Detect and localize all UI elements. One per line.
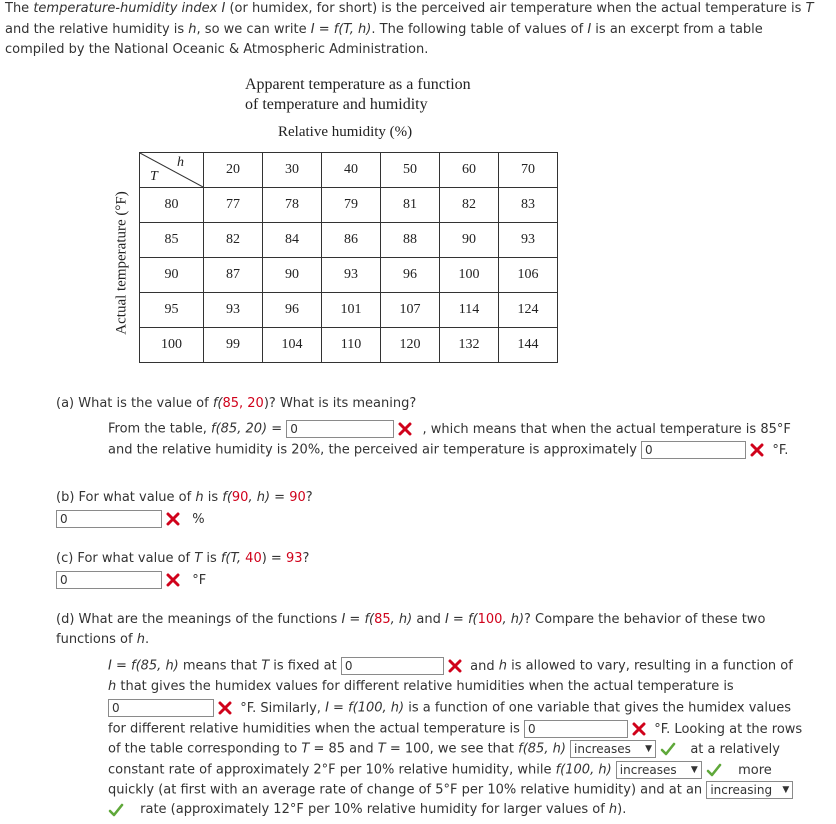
part-b-question: [56, 489, 313, 507]
intro-line-1: [5, 0, 814, 18]
part-d-actual-temp-input[interactable]: 0: [108, 699, 214, 717]
table-cell: 144: [499, 328, 558, 363]
incorrect-icon: [218, 701, 232, 715]
row-temp-cell: 80: [140, 188, 204, 223]
d-var: T: [301, 741, 310, 757]
select-value: increases: [619, 763, 677, 777]
select-value: increasing: [710, 783, 773, 797]
part-c-question: [56, 550, 309, 568]
chevron-down-icon: ▼: [645, 744, 653, 754]
intro-line-2: [5, 21, 763, 39]
chevron-down-icon: ▼: [690, 765, 698, 775]
unit-label: °F.: [772, 442, 789, 458]
part-b-humidity-input[interactable]: 0: [56, 510, 162, 528]
d-text: ).: [617, 802, 627, 817]
part-d-behavior-select-1[interactable]: [570, 740, 656, 758]
correct-check-icon: [108, 803, 124, 817]
table-cell: 124: [499, 293, 558, 328]
table-cell: 93: [499, 223, 558, 258]
d-text: for different relative humidities when the actual temperature is: [108, 721, 520, 737]
q-text: .: [144, 632, 150, 647]
select-value: increases: [574, 742, 631, 756]
unit-label: %: [192, 511, 205, 527]
part-d-rate-select[interactable]: [706, 781, 793, 799]
unit-label: °F: [192, 572, 207, 588]
q-func: f(: [212, 396, 223, 411]
d-text: and: [470, 658, 499, 674]
row-temp-cell: 90: [140, 258, 204, 293]
table-cell: 96: [381, 258, 440, 293]
figure-title-1: Apparent temperature as a function: [245, 76, 471, 93]
part-a-line-2: [108, 441, 788, 460]
intro-text: and the relative humidity is: [5, 22, 189, 37]
correct-check-icon: [660, 742, 676, 756]
d-var: h: [608, 802, 618, 817]
d-text: rate (approximately 12°F per 10% relative humidity for larger values of: [140, 802, 609, 817]
q-text: ?: [305, 490, 313, 505]
q-text: functions of: [56, 632, 137, 647]
row-temp-cell: 100: [140, 328, 204, 363]
q-func: , h) =: [248, 490, 290, 505]
part-d-question-2: [56, 631, 149, 649]
table-cell: 101: [322, 293, 381, 328]
table-row: [140, 188, 558, 223]
part-a-value-input[interactable]: 0: [286, 420, 394, 438]
intro-var: T: [805, 1, 814, 16]
q-var: T: [194, 551, 203, 566]
part-d-line-6: [108, 761, 772, 780]
incorrect-icon: [166, 573, 180, 587]
corner-h-label: h: [177, 155, 184, 170]
q-text: ?: [302, 551, 310, 566]
row-temp-cell: 95: [140, 293, 204, 328]
table-cell: 114: [440, 293, 499, 328]
intro-var: I: [587, 22, 592, 37]
table-cell: 88: [381, 223, 440, 258]
header-cell: 70: [499, 153, 558, 188]
q-func: f(: [222, 490, 232, 505]
header-cell: 60: [440, 153, 499, 188]
q-text: (b) For what value of: [56, 490, 196, 505]
intro-term: temperature-humidity index I: [33, 1, 226, 16]
part-d-line-8: [108, 801, 626, 819]
intro-text: (or humidex, for short) is the perceived air temperature when the actual temperature is: [225, 1, 806, 16]
table-cell: 132: [440, 328, 499, 363]
q-func: , h): [502, 612, 525, 627]
table-cell: 99: [204, 328, 263, 363]
part-d-line-7: [108, 781, 793, 800]
a-text: and the relative humidity is 20%, the perceived air temperature is approximately: [108, 442, 637, 458]
incorrect-icon: [448, 659, 462, 673]
part-d-line-1: [108, 657, 793, 676]
table-cell: 86: [322, 223, 381, 258]
part-d-line-3: [108, 699, 791, 718]
part-d-fixed-temp-input[interactable]: 0: [341, 657, 444, 675]
table-cell: 93: [204, 293, 263, 328]
table-cell: 82: [440, 188, 499, 223]
a-text: , which means that when the actual temperature is 85°F: [422, 421, 791, 437]
table-cell: 82: [204, 223, 263, 258]
corner-T-label: T: [150, 169, 158, 184]
q-func: I = f(: [341, 612, 375, 627]
table-header-row: [140, 153, 558, 188]
part-d-line-5: [108, 740, 780, 759]
d-text: constant rate of approximately 2°F per 10% relative humidity, while: [108, 762, 556, 778]
chevron-down-icon: ▼: [782, 785, 790, 795]
d-text: means that: [178, 658, 262, 674]
a-formula: f(85, 20) =: [211, 421, 287, 437]
q-var: h: [195, 490, 204, 505]
d-text: quickly (at first with an average rate of change of 5°F per 10% relative humidity) and at an: [108, 782, 703, 798]
q-args: 100: [477, 612, 503, 627]
d-text: °F. Similarly,: [240, 700, 326, 716]
d-formula: f(85, h): [518, 741, 566, 757]
q-func: f(T,: [220, 551, 246, 566]
table-cell: 93: [322, 258, 381, 293]
table-cell: 96: [263, 293, 322, 328]
table-cell: 84: [263, 223, 322, 258]
d-var: h: [108, 679, 117, 694]
q-value: 90: [289, 490, 306, 505]
table-cell: 81: [381, 188, 440, 223]
header-cell: 50: [381, 153, 440, 188]
d-text: at a relatively: [690, 741, 780, 757]
part-a-question: [56, 395, 416, 413]
d-formula: I = f(85, h): [108, 658, 179, 674]
d-text: is a function of one variable that gives the humidex values: [404, 700, 791, 716]
q-func: I = f(: [444, 612, 478, 627]
table-cell: 104: [263, 328, 322, 363]
q-var: h: [136, 632, 145, 647]
table-cell: 110: [322, 328, 381, 363]
row-temp-cell: 85: [140, 223, 204, 258]
d-text: more: [738, 762, 772, 778]
table-cell: 90: [440, 223, 499, 258]
table-row: [140, 223, 558, 258]
table-cell: 77: [204, 188, 263, 223]
q-args: 85: [374, 612, 391, 627]
q-text: )? What is its meaning?: [263, 396, 417, 411]
d-text: that gives the humidex values for different relative humidities when the actual temperature is: [116, 679, 734, 694]
part-d-second-temp-input[interactable]: 0: [524, 720, 628, 738]
intro-formula: I = f(T, h): [310, 22, 372, 37]
table-cell: 87: [204, 258, 263, 293]
a-text: From the table,: [108, 421, 211, 437]
incorrect-icon: [750, 443, 764, 457]
table-cell: 106: [499, 258, 558, 293]
part-d-line-2: [108, 678, 734, 696]
table-row: [140, 328, 558, 363]
table-row: [140, 293, 558, 328]
incorrect-icon: [166, 512, 180, 526]
d-text: °F. Looking at the rows: [654, 721, 803, 737]
q-text: is: [202, 551, 221, 566]
part-d-line-4: [108, 720, 802, 739]
table-cell: 90: [263, 258, 322, 293]
d-var: T: [261, 658, 270, 674]
part-a-temperature-input[interactable]: 0: [641, 441, 746, 459]
table-cell: 107: [381, 293, 440, 328]
d-formula: I = f(100, h): [325, 700, 405, 716]
intro-text: , so we can write: [196, 22, 311, 37]
d-var: h: [498, 658, 507, 674]
table-cell: 120: [381, 328, 440, 363]
intro-text: The: [5, 1, 34, 16]
correct-check-icon: [706, 763, 722, 777]
q-text: is: [203, 490, 223, 505]
table-row: [140, 258, 558, 293]
q-text: ? Compare the behavior of these two: [524, 612, 766, 627]
q-text: ) =: [261, 551, 286, 566]
part-a-line-1: [108, 420, 791, 439]
row-axis-label: Actual temperature (°F): [113, 191, 130, 335]
q-args: 40: [245, 551, 262, 566]
intro-text: compiled by the National Oceanic & Atmospheric Administration.: [5, 42, 429, 57]
d-var: T: [377, 741, 386, 757]
part-d-question-1: [56, 611, 765, 629]
q-func: , h): [390, 612, 413, 627]
q-text: (c) For what value of: [56, 551, 195, 566]
intro-var: h: [188, 22, 197, 37]
part-c-temperature-input[interactable]: 0: [56, 571, 162, 589]
q-args: 90: [231, 490, 249, 505]
d-text: = 85 and: [309, 741, 378, 757]
d-formula: f(100, h): [555, 762, 612, 778]
header-cell: 40: [322, 153, 381, 188]
column-axis-label: Relative humidity (%): [278, 124, 413, 140]
table-cell: 78: [263, 188, 322, 223]
d-text: is allowed to vary, resulting in a function of: [507, 658, 793, 674]
q-value: 93: [285, 551, 303, 566]
table-cell: 83: [499, 188, 558, 223]
q-args: 85, 20: [222, 396, 264, 411]
intro-text: is an excerpt from a table: [591, 22, 763, 37]
header-cell: 20: [204, 153, 263, 188]
humidex-table: [139, 152, 558, 363]
part-b-answer-row: [56, 510, 205, 529]
table-corner-cell: [140, 153, 204, 188]
figure-title-2: of temperature and humidity: [245, 96, 428, 113]
intro-text: . The following table of values of: [371, 22, 588, 37]
d-text: is fixed at: [269, 658, 337, 674]
header-cell: 30: [263, 153, 322, 188]
table-cell: 100: [440, 258, 499, 293]
q-text: (d) What are the meanings of the functions: [56, 612, 342, 627]
q-text: (a) What is the value of: [56, 396, 213, 411]
incorrect-icon: [632, 722, 646, 736]
d-text: of the table corresponding to: [108, 741, 302, 757]
table-cell: 79: [322, 188, 381, 223]
part-c-answer-row: [56, 571, 206, 590]
intro-line-3: [5, 41, 428, 59]
incorrect-icon: [398, 422, 412, 436]
q-text: and: [412, 612, 445, 627]
part-d-behavior-select-2[interactable]: [616, 761, 702, 779]
d-text: = 100, we see that: [385, 741, 519, 757]
